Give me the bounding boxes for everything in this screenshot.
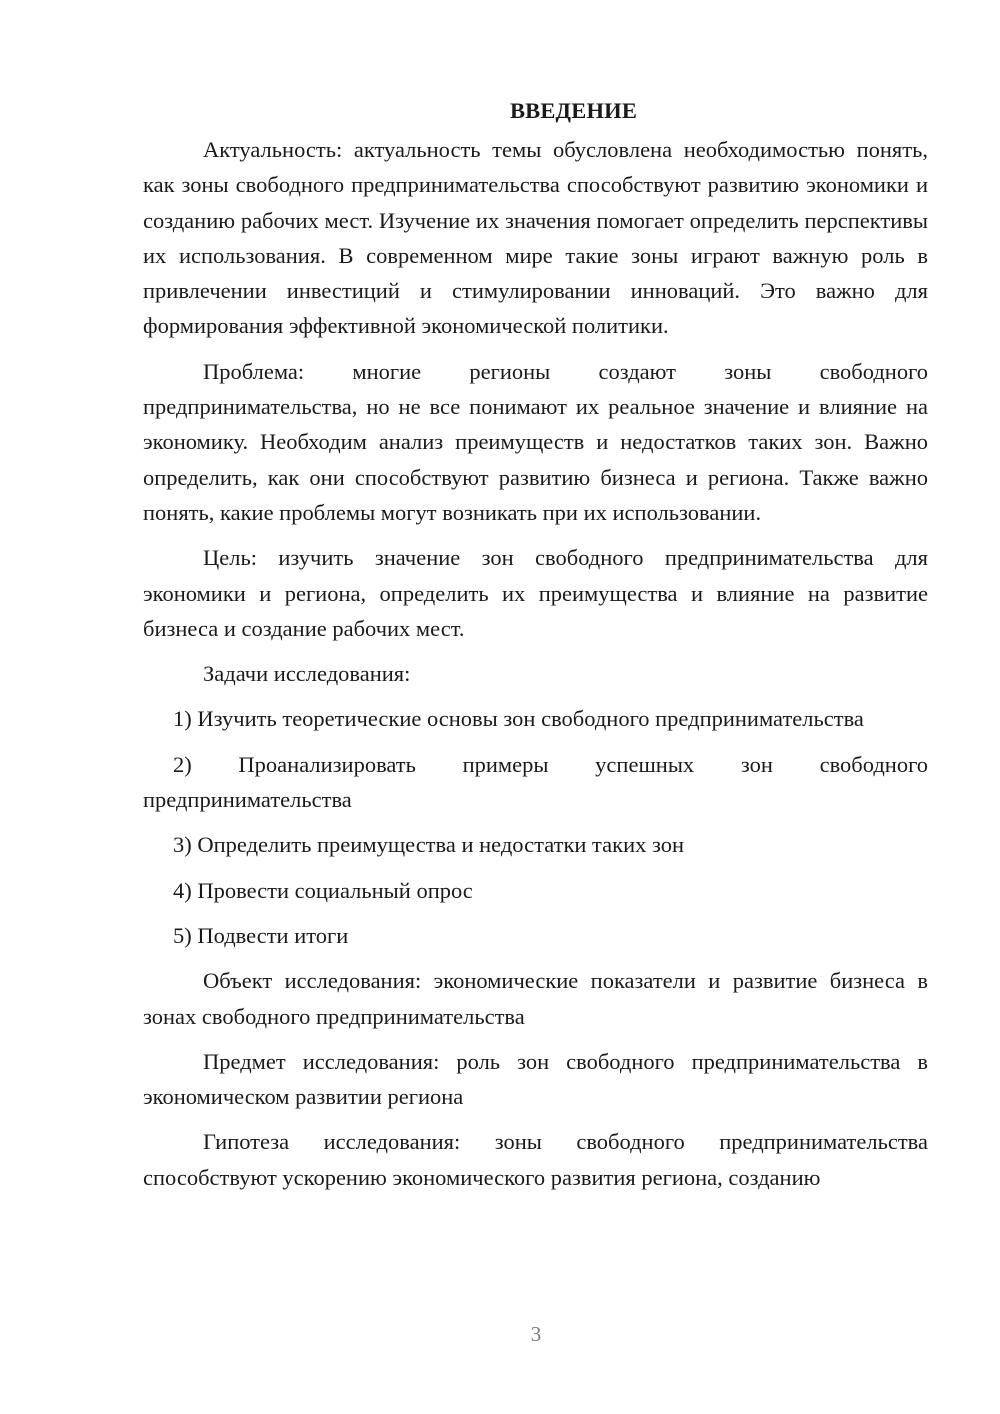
page-number: 3 <box>530 1322 542 1346</box>
paragraph-problem: Проблема: многие регионы создают зоны свободного предпринимательства, но не все понимают их реальное значение и влияние на экономику. Необходим анализ преимуществ и недостатков таких зон. Важно определить, как они способствуют развитию бизнеса и региона. Также важно понять, какие проблемы могут возникать при их использовании. <box>143 358 928 525</box>
task-item-1: 1) Изучить теоретические основы зон свободного предпринимательства <box>173 706 864 732</box>
paragraph-relevance: Актуальность: актуальность темы обусловлена необходимостью понять, как зоны свободного предпринимательства способствуют развитию экономики и созданию рабочих мест. Изучение их значения помогает определить перспективы их использования. В современном мире такие зоны играют важную роль в привлечении инвестиций и стимулировании инноваций. Это важно для формирования эффективной экономической политики. <box>143 137 928 339</box>
task-item-5: 5) Подвести итоги <box>173 922 349 948</box>
task-item-3: 3) Определить преимущества и недостатки таких зон <box>173 832 685 858</box>
paragraph-object: Объект исследования: экономические показатели и развитие бизнеса в зонах свободного предпринимательства <box>143 968 928 1029</box>
section-title: ВВЕДЕНИЕ <box>509 98 638 123</box>
paragraph-subject: Предмет исследования: роль зон свободного предпринимательства в экономическом развитии региона <box>143 1048 928 1110</box>
task-item-4: 4) Провести социальный опрос <box>173 877 473 903</box>
paragraph-hypothesis: Гипотеза исследования: зоны свободного предпринимательства способствуют ускорению экономического развития региона, созданию <box>143 1129 928 1190</box>
task-item-2: 2) Проанализировать примеры успешных зон свободного предпринимательства <box>143 751 928 813</box>
paragraph-goal: Цель: изучить значение зон свободного предпринимательства для экономики и региона, определить их преимущества и влияние на развитие бизнеса и создание рабочих мест. <box>143 545 928 641</box>
document-page <box>143 96 928 1205</box>
tasks-heading: Задачи исследования: <box>203 661 411 687</box>
